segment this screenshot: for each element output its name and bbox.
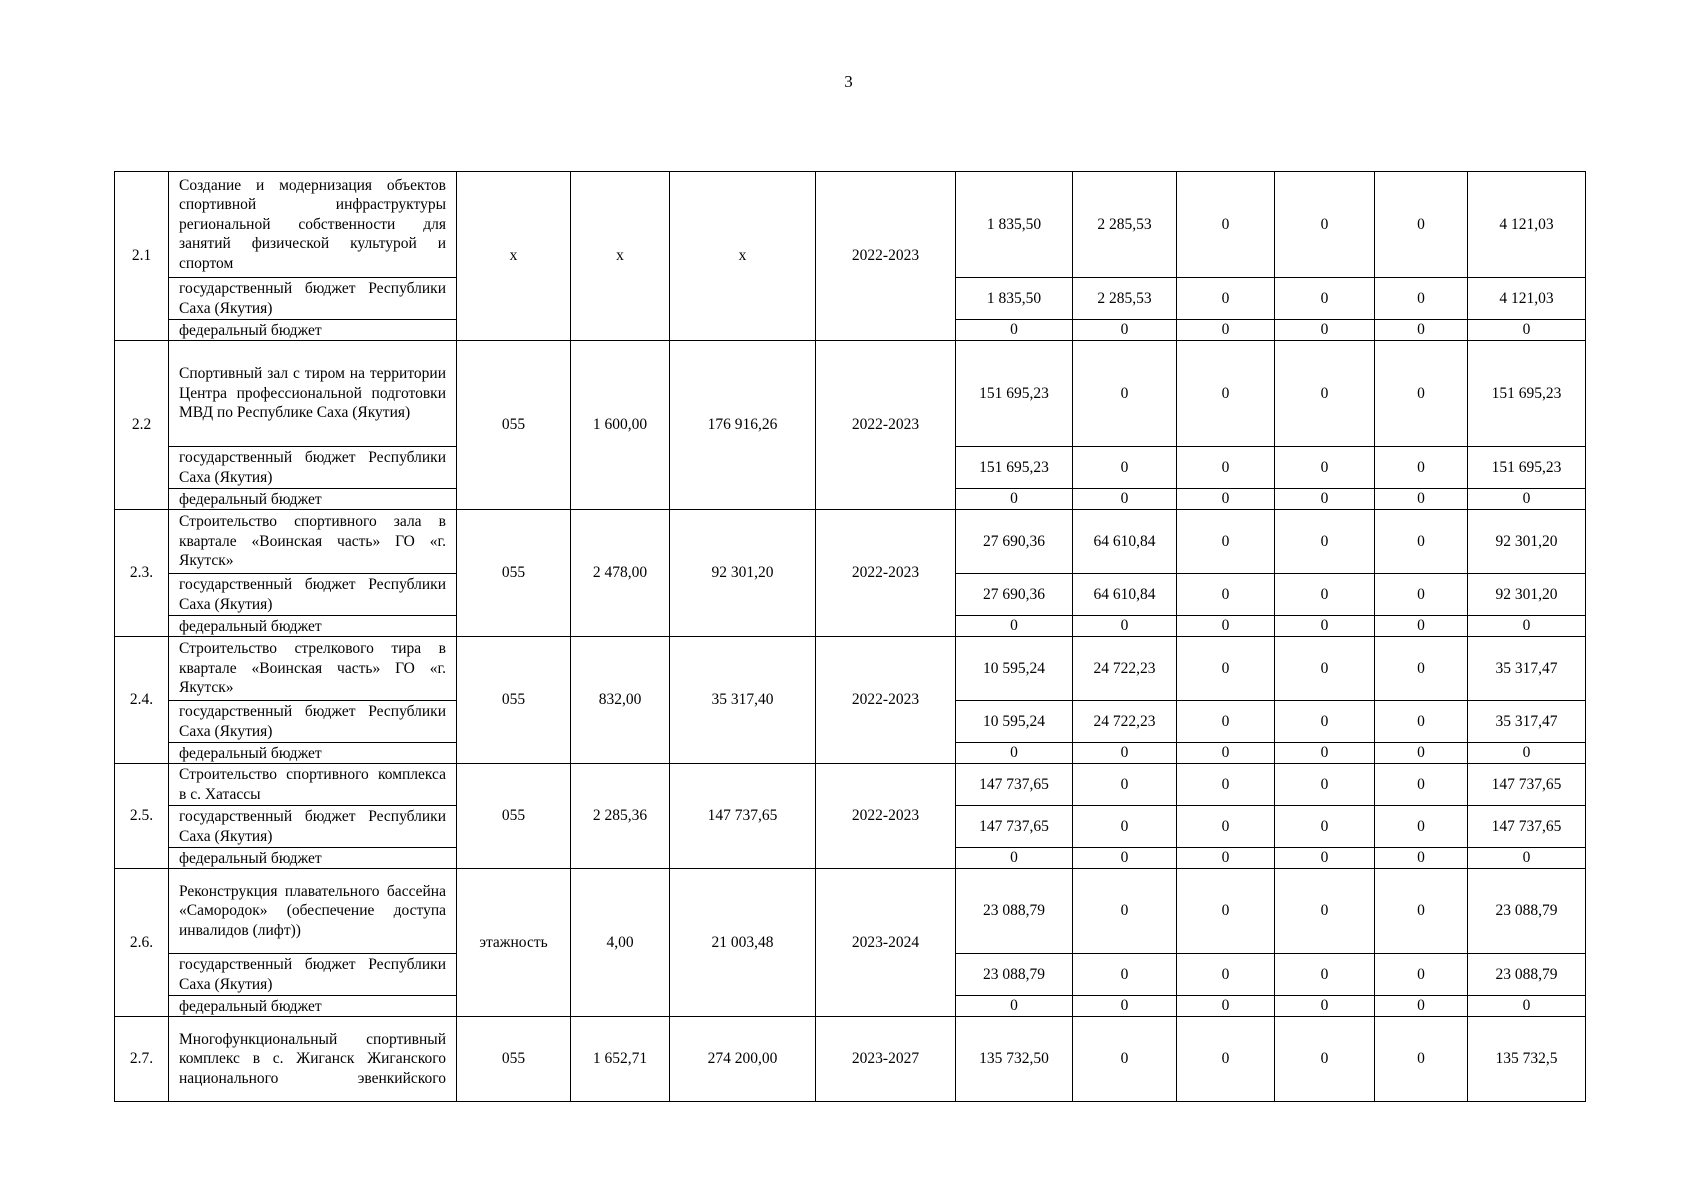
federal-year-2025: 0 [1275,489,1375,510]
object-name-line: профессиональной подготовки [236,384,447,402]
object-name [169,764,457,806]
total-year-2024: 0 [1177,172,1275,278]
object-name-line: собственности для занятий [179,215,447,253]
object-capacity: 2 478,00 [571,510,670,637]
state-year-2022: 23 088,79 [956,954,1073,996]
federal-year-2026: 0 [1375,616,1468,637]
state-budget-label-line: государственный бюджет [179,576,356,593]
state-year-2026: 0 [1375,278,1468,320]
object-cost: 92 301,20 [670,510,816,637]
federal-year-2022: 0 [956,616,1073,637]
total-year-2026: 0 [1375,510,1468,574]
object-period: 2022-2023 [816,172,956,341]
state-year-2023: 0 [1073,447,1177,489]
state-year-2024: 0 [1177,447,1275,489]
object-name-line: в с. Жиганск Жиганского [252,1050,446,1068]
object-cost: 35 317,40 [670,637,816,764]
object-name-line: физической культурой и спортом [179,235,446,272]
total-year-2026: 0 [1375,341,1468,447]
state-year-2022: 27 690,36 [956,574,1073,616]
state-year-2025: 0 [1275,574,1375,616]
federal-budget-label: федеральный бюджет [169,320,457,341]
object-period: 2023-2027 [816,1017,956,1102]
federal-year-2023: 0 [1073,489,1177,510]
object-period: 2022-2023 [816,764,956,869]
state-year-2025: 0 [1275,954,1375,996]
object-name [169,637,457,701]
state-year-2022: 151 695,23 [956,447,1073,489]
federal-budget-label: федеральный бюджет [169,996,457,1017]
object-unit: этажность [457,869,571,1017]
object-name-line: Строительство спортивного [179,766,369,783]
state-total: 147 737,65 [1468,806,1586,848]
row-number: 2.2 [115,341,169,510]
federal-year-2026: 0 [1375,996,1468,1017]
state-year-2025: 0 [1275,278,1375,320]
federal-year-2025: 0 [1275,616,1375,637]
object-row [115,637,1586,701]
object-period: 2022-2023 [816,341,956,510]
total-year-2024: 0 [1177,869,1275,954]
object-name-line: в квартале «Воинская часть» [179,513,446,550]
object-cost: 147 737,65 [670,764,816,869]
federal-year-2025: 0 [1275,743,1375,764]
federal-year-2026: 0 [1375,320,1468,341]
total-year-2022: 147 737,65 [956,764,1073,806]
total-year-2026: 0 [1375,172,1468,278]
federal-year-2022: 0 [956,489,1073,510]
object-name-line: Создание и модернизация [179,176,373,194]
federal-total: 0 [1468,743,1586,764]
federal-year-2024: 0 [1177,848,1275,869]
federal-year-2022: 0 [956,743,1073,764]
federal-year-2024: 0 [1177,996,1275,1017]
federal-year-2026: 0 [1375,848,1468,869]
state-total: 35 317,47 [1468,701,1586,743]
federal-year-2022: 0 [956,848,1073,869]
state-budget-label-line: Республики Саха (Якутия) [179,280,446,317]
total-year-2025: 0 [1275,172,1375,278]
object-unit: 055 [457,637,571,764]
total-year-2024: 0 [1177,637,1275,701]
state-budget-label-line: государственный бюджет [179,808,356,825]
object-row [115,510,1586,574]
federal-total: 0 [1468,616,1586,637]
object-capacity: 832,00 [571,637,670,764]
federal-year-2023: 0 [1073,996,1177,1017]
object-name-line: (Якутия) [352,404,411,422]
federal-total: 0 [1468,489,1586,510]
state-year-2025: 0 [1275,447,1375,489]
page-number: 3 [844,72,853,91]
object-unit: х [457,172,571,341]
object-name-line: спортивный комплекс [179,1030,446,1068]
state-budget-label-line: государственный бюджет [179,703,356,720]
total-year-2026: 0 [1375,764,1468,806]
federal-year-2023: 0 [1073,616,1177,637]
object-name [169,869,457,954]
total-year-2022: 10 595,24 [956,637,1073,701]
state-budget-label [169,447,457,489]
total-total: 4 121,03 [1468,172,1586,278]
state-budget-label-line: Республики Саха (Якутия) [179,703,446,740]
object-period: 2022-2023 [816,510,956,637]
total-year-2023: 64 610,84 [1073,510,1177,574]
federal-year-2025: 0 [1275,320,1375,341]
object-period: 2023-2024 [816,869,956,1017]
federal-year-2023: 0 [1073,320,1177,341]
object-name [169,172,457,278]
object-period: 2022-2023 [816,637,956,764]
state-budget-label [169,954,457,996]
object-unit: 055 [457,510,571,637]
total-year-2025: 0 [1275,764,1375,806]
state-year-2026: 0 [1375,954,1468,996]
total-year-2023: 0 [1073,1017,1177,1102]
object-name-line: ГО «г. Якутск» [179,532,446,570]
total-year-2025: 0 [1275,637,1375,701]
object-row [115,869,1586,954]
total-year-2025: 0 [1275,1017,1375,1102]
object-name-line: (лифт)) [252,921,301,939]
state-budget-label-line: государственный бюджет [179,956,356,973]
state-year-2023: 0 [1073,806,1177,848]
object-row [115,764,1586,806]
object-name-line: ГО «г. Якутск» [179,659,446,697]
object-capacity: х [571,172,670,341]
total-year-2026: 0 [1375,1017,1468,1102]
state-budget-label [169,806,457,848]
object-row [115,172,1586,278]
object-name-line: Спортивный зал с тиром на [179,365,365,383]
total-year-2025: 0 [1275,869,1375,954]
total-year-2024: 0 [1177,510,1275,574]
row-number: 2.4. [115,637,169,764]
object-name-line: Реконструкция плавательного [179,882,380,900]
federal-budget-label: федеральный бюджет [169,743,457,764]
federal-year-2024: 0 [1177,489,1275,510]
federal-year-2025: 0 [1275,848,1375,869]
object-name-line: объектов спортивной [179,176,446,214]
federal-budget-label: федеральный бюджет [169,489,457,510]
row-number: 2.5. [115,764,169,869]
state-year-2025: 0 [1275,701,1375,743]
state-year-2026: 0 [1375,574,1468,616]
object-cost: 176 916,26 [670,341,816,510]
federal-total: 0 [1468,996,1586,1017]
state-year-2023: 0 [1073,954,1177,996]
federal-budget-label: федеральный бюджет [169,848,457,869]
total-year-2022: 27 690,36 [956,510,1073,574]
object-capacity: 4,00 [571,869,670,1017]
federal-year-2023: 0 [1073,743,1177,764]
object-name-line: комплекса в с. Хатассы [179,766,447,803]
total-year-2026: 0 [1375,637,1468,701]
state-total: 151 695,23 [1468,447,1586,489]
federal-year-2025: 0 [1275,996,1375,1017]
total-total: 147 737,65 [1468,764,1586,806]
state-budget-label [169,701,457,743]
total-year-2022: 1 835,50 [956,172,1073,278]
object-name-line: Строительство спортивного зала [179,513,422,531]
state-year-2023: 24 722,23 [1073,701,1177,743]
federal-year-2022: 0 [956,996,1073,1017]
state-year-2023: 2 285,53 [1073,278,1177,320]
federal-year-2022: 0 [956,320,1073,341]
total-year-2023: 2 285,53 [1073,172,1177,278]
state-year-2024: 0 [1177,954,1275,996]
total-total: 92 301,20 [1468,510,1586,574]
total-year-2022: 23 088,79 [956,869,1073,954]
total-total: 135 732,5 [1468,1017,1586,1102]
object-cost: 21 003,48 [670,869,816,1017]
object-name [169,1017,457,1102]
object-row [115,1017,1586,1102]
state-budget-label-line: Республики Саха (Якутия) [179,449,446,486]
state-budget-label-line: Республики Саха (Якутия) [179,956,446,993]
object-name [169,341,457,447]
object-capacity: 2 285,36 [571,764,670,869]
object-name-line: территории Центра [179,365,446,402]
state-total: 4 121,03 [1468,278,1586,320]
object-name-line: бассейна «Самородок» [179,882,446,920]
state-year-2023: 64 610,84 [1073,574,1177,616]
federal-year-2024: 0 [1177,320,1275,341]
federal-year-2024: 0 [1177,743,1275,764]
total-year-2022: 151 695,23 [956,341,1073,447]
state-budget-label-line: Республики Саха (Якутия) [179,576,446,613]
total-year-2025: 0 [1275,510,1375,574]
state-year-2025: 0 [1275,806,1375,848]
state-budget-label-line: Республики Саха (Якутия) [179,808,446,845]
total-year-2023: 0 [1073,764,1177,806]
object-cost: 274 200,00 [670,1017,816,1102]
federal-year-2023: 0 [1073,848,1177,869]
state-year-2026: 0 [1375,701,1468,743]
object-cost: х [670,172,816,341]
total-year-2022: 135 732,50 [956,1017,1073,1102]
object-name-line: (обеспечение доступа инвалидов [179,902,446,939]
state-budget-label [169,278,457,320]
state-year-2024: 0 [1177,574,1275,616]
object-row [115,341,1586,447]
object-capacity: 1 600,00 [571,341,670,510]
object-name-line: МВД по Республике Саха [179,404,349,422]
total-year-2024: 0 [1177,341,1275,447]
row-number: 2.1 [115,172,169,341]
state-budget-label-line: государственный бюджет [179,449,356,466]
object-capacity: 1 652,71 [571,1017,670,1102]
total-year-2023: 0 [1073,341,1177,447]
object-name-line: инфраструктуры региональной [179,196,446,233]
object-unit: 055 [457,341,571,510]
state-year-2022: 1 835,50 [956,278,1073,320]
state-year-2026: 0 [1375,447,1468,489]
state-year-2024: 0 [1177,701,1275,743]
total-total: 151 695,23 [1468,341,1586,447]
federal-year-2024: 0 [1177,616,1275,637]
total-total: 35 317,47 [1468,637,1586,701]
budget-table [114,171,1586,1102]
federal-year-2026: 0 [1375,489,1468,510]
object-unit: 055 [457,764,571,869]
state-year-2022: 147 737,65 [956,806,1073,848]
state-year-2022: 10 595,24 [956,701,1073,743]
object-name [169,510,457,574]
state-year-2024: 0 [1177,278,1275,320]
row-number: 2.3. [115,510,169,637]
state-budget-label-line: государственный бюджет [179,280,356,297]
state-year-2026: 0 [1375,806,1468,848]
total-year-2024: 0 [1177,1017,1275,1102]
total-total: 23 088,79 [1468,869,1586,954]
row-number: 2.6. [115,869,169,1017]
total-year-2023: 24 722,23 [1073,637,1177,701]
object-name-line: Многофункциональный [179,1030,338,1048]
total-year-2026: 0 [1375,869,1468,954]
federal-budget-label: федеральный бюджет [169,616,457,637]
state-total: 92 301,20 [1468,574,1586,616]
federal-total: 0 [1468,320,1586,341]
total-year-2023: 0 [1073,869,1177,954]
state-total: 23 088,79 [1468,954,1586,996]
state-year-2024: 0 [1177,806,1275,848]
object-unit: 055 [457,1017,571,1102]
total-year-2024: 0 [1177,764,1275,806]
state-budget-label [169,574,457,616]
row-number: 2.7. [115,1017,169,1102]
federal-total: 0 [1468,848,1586,869]
object-name-line: Строительство стрелкового тира [179,640,422,658]
federal-year-2026: 0 [1375,743,1468,764]
object-name-line: национального эвенкийского [179,1069,446,1087]
total-year-2025: 0 [1275,341,1375,447]
object-name-line: в квартале «Воинская часть» [179,640,446,677]
